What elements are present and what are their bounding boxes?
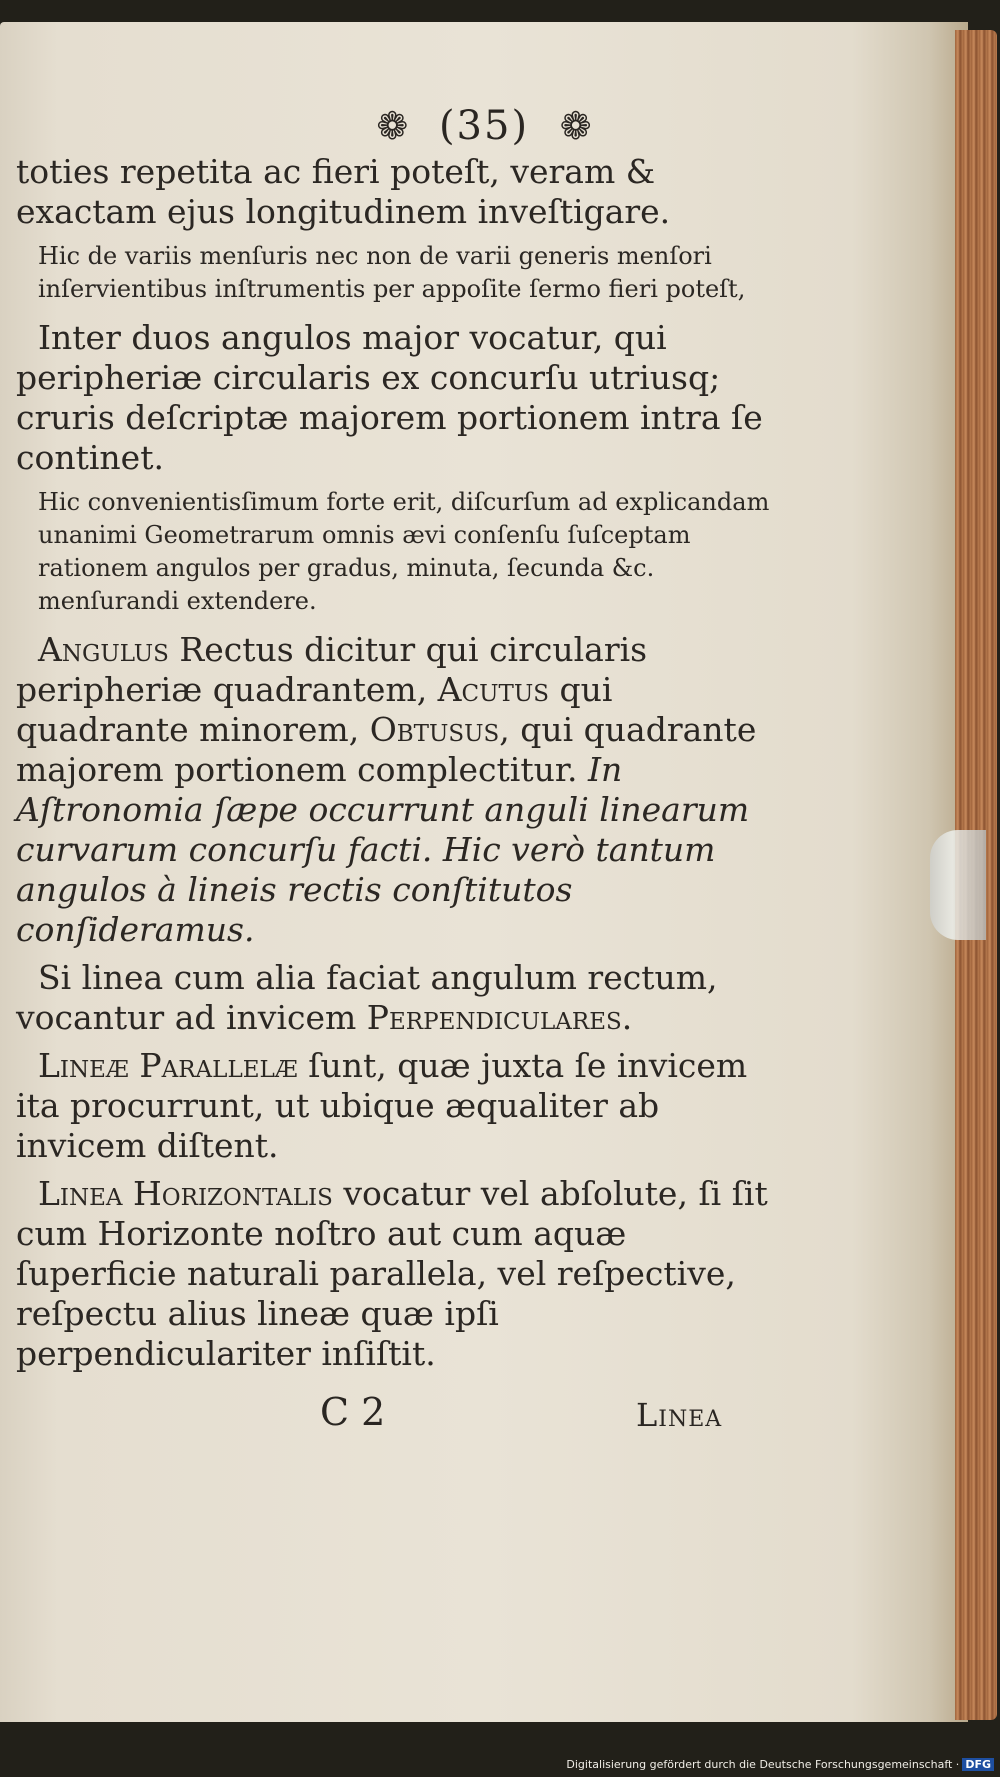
right-ornament-icon: ❁	[559, 104, 592, 148]
body-text	[16, 152, 776, 1382]
page-number: (35)	[438, 103, 530, 149]
para3-text-a: Rectus dicitur qui circularis peripheriæ quadrantem,	[16, 630, 648, 709]
para5-text: ſunt, quæ juxta ſe invicem ita procurrunt, ut ubique æqualiter ab invicem diſtent.	[16, 1046, 748, 1165]
para4-text: Si linea cum alia faciat angulum rectum, vocantur ad invicem	[16, 958, 718, 1037]
para3-italic: In Aſtronomia ſæpe occurrunt anguli linearum curvarum concurſu facti. Hic verò tantum angulos à lineis rectis conſtitutos conſideramus.	[16, 750, 750, 949]
para3-text-b: qui quadrante minorem,	[16, 670, 613, 749]
digitization-credit	[566, 1758, 994, 1771]
signature-mark: C 2	[320, 1390, 386, 1434]
paragraph-6	[16, 1174, 776, 1374]
page-header	[0, 100, 968, 149]
term-perpendiculares: Perpendiculares.	[366, 998, 633, 1037]
credit-text: Digitalisierung gefördert durch die Deutsche Forschungsgemeinschaft ·	[566, 1758, 960, 1771]
para6-text: vocatur vel abſolute, ſi ſit cum Horizonte noſtro aut cum aquæ ſuperficie naturali parallela, vel reſpective, reſpectu alius lineæ quæ ipſi perpendiculariter inſiſtit.	[16, 1174, 768, 1373]
paragraph-3	[16, 630, 776, 950]
note-2: Hic convenientisſimum forte erit, diſcurſum ad explicandam unanimi Geometrarum omnis ævi conſenſu ſuſceptam rationem angulos per gradus, minuta, ſecunda &c. menſurandi extendere.	[38, 488, 770, 615]
para3-text-c: , qui quadrante majorem portionem complectitur.	[16, 710, 757, 789]
term-acutus: Acutus	[437, 670, 549, 709]
paragraph-2: Inter duos angulos major vocatur, qui peripheriæ circularis ex concurſu utriusq; cruris deſcriptæ majorem portionem intra ſe continet.	[16, 318, 763, 477]
term-horizontalis: Linea Horizontalis	[38, 1174, 333, 1213]
dfg-logo: DFG	[962, 1758, 994, 1771]
term-parallelae: Lineæ Parallelæ	[38, 1046, 298, 1085]
paragraph-1: toties repetita ac fieri poteſt, veram & exactam ejus longitudinem inveſtigare.	[16, 152, 671, 231]
page-clip	[930, 830, 986, 940]
catchword: Linea	[636, 1396, 723, 1434]
paragraph-5	[16, 1046, 776, 1166]
left-ornament-icon: ❁	[376, 104, 409, 148]
paragraph-4	[16, 958, 776, 1038]
term-obtusus: Obtusus	[369, 710, 500, 749]
term-angulus: Angulus	[38, 630, 169, 669]
note-1: Hic de variis menſuris nec non de varii generis menſori inſervientibus inſtrumentis per appoſite ſermo fieri poteſt,	[38, 242, 746, 303]
